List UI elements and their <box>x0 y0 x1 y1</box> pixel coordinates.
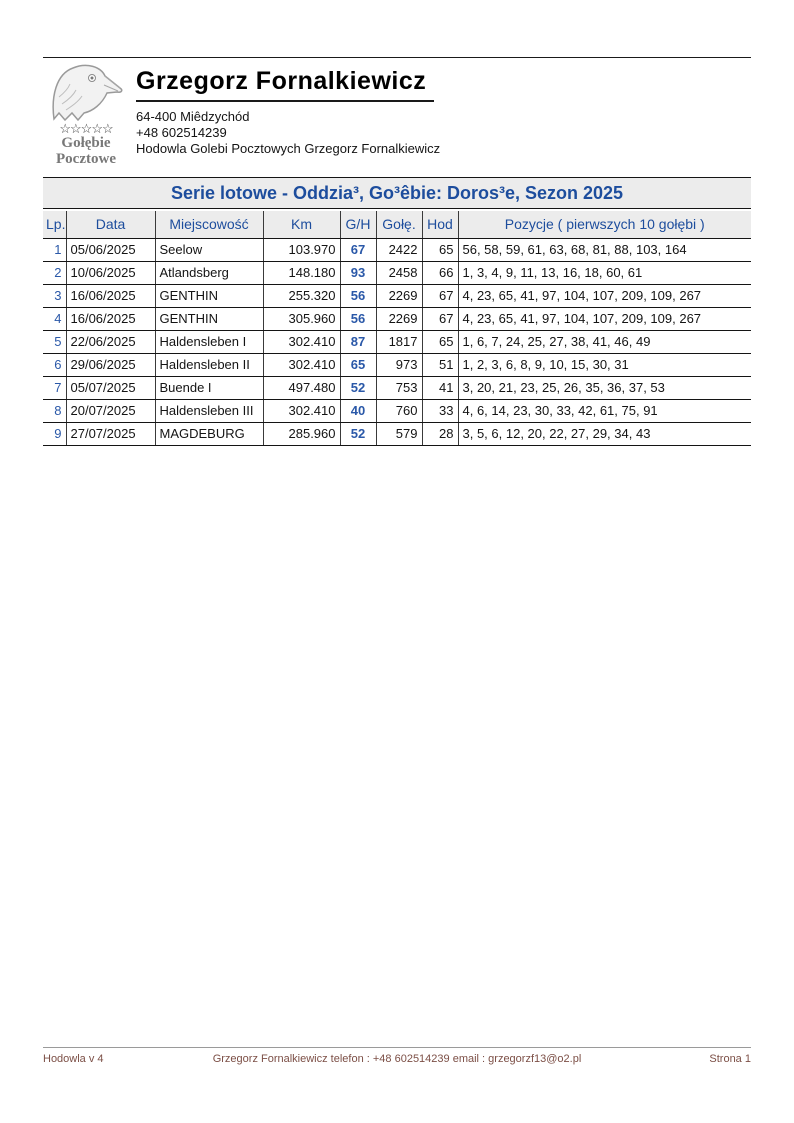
cell-hod: 67 <box>422 284 458 307</box>
owner-address: 64-400 Miêdzychód <box>136 109 250 124</box>
cell-hod: 65 <box>422 330 458 353</box>
owner-name: Grzegorz Fornalkiewicz <box>136 67 434 102</box>
report-header <box>43 57 751 177</box>
report-title: Serie lotowe - Oddzia³, Go³êbie: Doros³e, Sezon 2025 <box>43 177 751 209</box>
cell-lp: 8 <box>43 399 66 422</box>
cell-gh: 67 <box>340 238 376 261</box>
cell-miejscowosc: GENTHIN <box>155 284 263 307</box>
cell-data: 29/06/2025 <box>66 353 155 376</box>
cell-lp: 2 <box>43 261 66 284</box>
stars-icon: ☆☆☆☆☆ <box>59 121 113 136</box>
cell-hod: 65 <box>422 238 458 261</box>
cell-data: 22/06/2025 <box>66 330 155 353</box>
column-header-pozycje: Pozycje ( pierwszych 10 gołębi ) <box>458 211 751 238</box>
cell-lp: 6 <box>43 353 66 376</box>
cell-hod: 51 <box>422 353 458 376</box>
cell-data: 10/06/2025 <box>66 261 155 284</box>
footer-contact: Grzegorz Fornalkiewicz telefon : +48 602514239 email : grzegorzf13@o2.pl <box>212 1053 582 1065</box>
cell-miejscowosc: GENTHIN <box>155 307 263 330</box>
cell-gole: 2269 <box>376 307 422 330</box>
owner-phone: +48 602514239 <box>136 125 227 140</box>
column-header-data: Data <box>66 211 155 238</box>
logo-label-line2: Pocztowe <box>56 151 116 167</box>
cell-gole: 753 <box>376 376 422 399</box>
cell-gh: 56 <box>340 284 376 307</box>
cell-miejscowosc: Buende I <box>155 376 263 399</box>
owner-block <box>129 62 440 167</box>
table-row <box>43 376 751 399</box>
cell-miejscowosc: Seelow <box>155 238 263 261</box>
cell-gh: 52 <box>340 422 376 445</box>
cell-km: 148.180 <box>263 261 340 284</box>
cell-gh: 40 <box>340 399 376 422</box>
cell-hod: 41 <box>422 376 458 399</box>
column-header-km: Km <box>263 211 340 238</box>
cell-km: 255.320 <box>263 284 340 307</box>
cell-miejscowosc: Haldensleben III <box>155 399 263 422</box>
cell-hod: 67 <box>422 307 458 330</box>
cell-gole: 579 <box>376 422 422 445</box>
table-row <box>43 399 751 422</box>
cell-km: 302.410 <box>263 399 340 422</box>
cell-km: 302.410 <box>263 353 340 376</box>
cell-pozycje: 4, 23, 65, 41, 97, 104, 107, 209, 109, 267 <box>458 284 751 307</box>
table-row <box>43 422 751 445</box>
cell-lp: 7 <box>43 376 66 399</box>
cell-pozycje: 1, 2, 3, 6, 8, 9, 10, 15, 30, 31 <box>458 353 751 376</box>
cell-gole: 2458 <box>376 261 422 284</box>
cell-pozycje: 3, 20, 21, 23, 25, 26, 35, 36, 37, 53 <box>458 376 751 399</box>
cell-gole: 2269 <box>376 284 422 307</box>
page-footer <box>43 1047 751 1065</box>
cell-gh: 87 <box>340 330 376 353</box>
cell-pozycje: 4, 6, 14, 23, 30, 33, 42, 61, 75, 91 <box>458 399 751 422</box>
cell-gh: 93 <box>340 261 376 284</box>
cell-miejscowosc: MAGDEBURG <box>155 422 263 445</box>
cell-pozycje: 4, 23, 65, 41, 97, 104, 107, 209, 109, 267 <box>458 307 751 330</box>
cell-gole: 1817 <box>376 330 422 353</box>
cell-lp: 1 <box>43 238 66 261</box>
column-header-miejscowosc: Miejscowość <box>155 211 263 238</box>
cell-km: 497.480 <box>263 376 340 399</box>
footer-page-number: Strona 1 <box>709 1053 751 1065</box>
table-row <box>43 284 751 307</box>
table-row <box>43 307 751 330</box>
table-row <box>43 330 751 353</box>
cell-pozycje: 3, 5, 6, 12, 20, 22, 27, 29, 34, 43 <box>458 422 751 445</box>
cell-gole: 973 <box>376 353 422 376</box>
cell-pozycje: 1, 3, 4, 9, 11, 13, 16, 18, 60, 61 <box>458 261 751 284</box>
cell-gh: 52 <box>340 376 376 399</box>
cell-gole: 2422 <box>376 238 422 261</box>
cell-hod: 28 <box>422 422 458 445</box>
cell-data: 05/06/2025 <box>66 238 155 261</box>
flights-table <box>43 211 751 446</box>
cell-lp: 5 <box>43 330 66 353</box>
cell-data: 05/07/2025 <box>66 376 155 399</box>
column-header-lp: Lp. <box>43 211 66 238</box>
cell-km: 305.960 <box>263 307 340 330</box>
cell-km: 302.410 <box>263 330 340 353</box>
column-header-hod: Hod <box>422 211 458 238</box>
footer-app-version: Hodowla v 4 <box>43 1053 104 1065</box>
club-logo <box>43 62 129 167</box>
cell-lp: 4 <box>43 307 66 330</box>
cell-km: 103.970 <box>263 238 340 261</box>
cell-pozycje: 56, 58, 59, 61, 63, 68, 81, 88, 103, 164 <box>458 238 751 261</box>
table-row <box>43 261 751 284</box>
cell-miejscowosc: Haldensleben I <box>155 330 263 353</box>
logo-label-line1: Gołębie <box>61 135 111 151</box>
column-header-gh: G/H <box>340 211 376 238</box>
page-content <box>43 57 751 446</box>
cell-miejscowosc: Haldensleben II <box>155 353 263 376</box>
cell-lp: 9 <box>43 422 66 445</box>
owner-loft-name: Hodowla Golebi Pocztowych Grzegorz Fornalkiewicz <box>136 141 441 156</box>
cell-gh: 56 <box>340 307 376 330</box>
cell-miejscowosc: Atlandsberg <box>155 261 263 284</box>
cell-lp: 3 <box>43 284 66 307</box>
table-row <box>43 238 751 261</box>
cell-gole: 760 <box>376 399 422 422</box>
cell-gh: 65 <box>340 353 376 376</box>
cell-km: 285.960 <box>263 422 340 445</box>
cell-data: 16/06/2025 <box>66 307 155 330</box>
table-row <box>43 353 751 376</box>
cell-data: 16/06/2025 <box>66 284 155 307</box>
cell-hod: 66 <box>422 261 458 284</box>
cell-data: 20/07/2025 <box>66 399 155 422</box>
cell-hod: 33 <box>422 399 458 422</box>
cell-data: 27/07/2025 <box>66 422 155 445</box>
column-header-gole: Gołę. <box>376 211 422 238</box>
cell-pozycje: 1, 6, 7, 24, 25, 27, 38, 41, 46, 49 <box>458 330 751 353</box>
table-header-row <box>43 211 751 238</box>
